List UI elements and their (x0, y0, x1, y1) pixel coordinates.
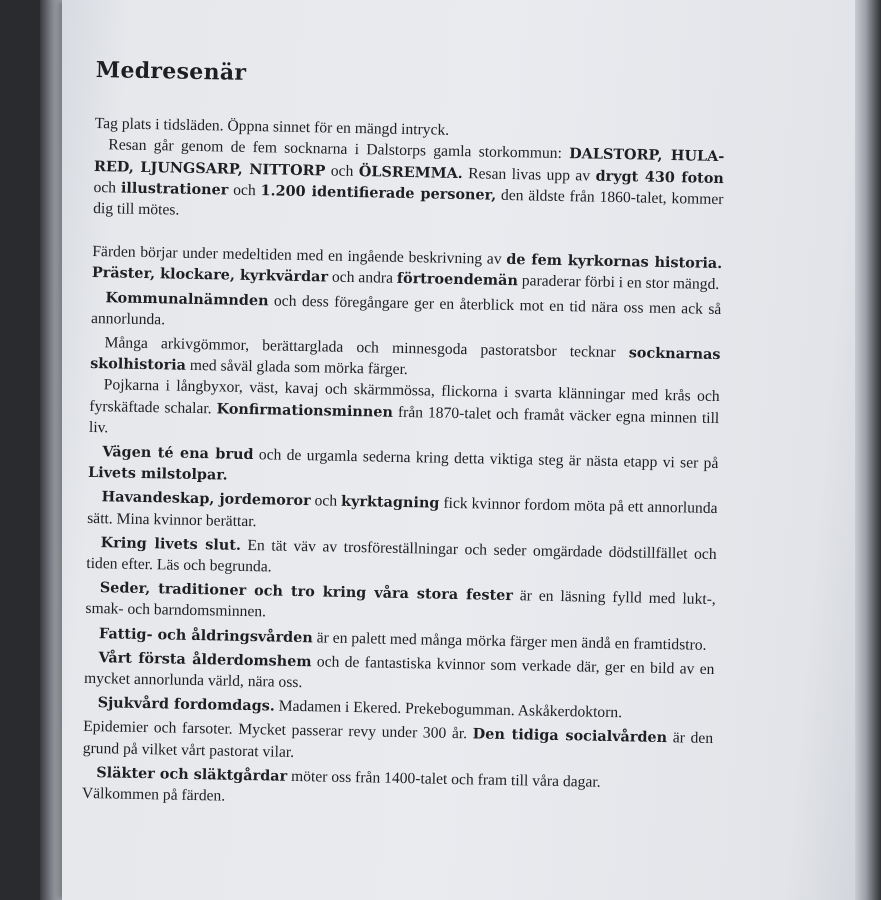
text-run: och (310, 492, 342, 511)
text-run: Välkommen på färden. (81, 784, 226, 805)
text-run: Tag plats i tidsläden. Öppna sinnet för en mängd intryck. (94, 115, 450, 139)
bold-text: Vägen té ena brud (102, 443, 254, 464)
bold-text: ÖLSREMMA. (358, 162, 463, 182)
book-edge (855, 0, 881, 900)
bold-text: illustrationer (120, 179, 229, 199)
page-title: Medresenär (95, 57, 247, 86)
bold-text: Fattig- och åldringsvården (98, 624, 313, 646)
bold-text: Släkter och släktgårdar (96, 764, 288, 785)
bold-text: de fem kyrkornas historia. Präster, klockare, kyrkvärdar (91, 251, 723, 286)
text-run: är den grund på vilket vårt pastorat vilar. (82, 729, 714, 761)
text-run: möter oss från 1400-talet och fram till våra dagar. (286, 767, 601, 791)
bold-text: Vårt första ålderdomshem (98, 649, 312, 671)
paragraph-p6 (89, 374, 720, 450)
bold-text: Konfirmationsminnen (216, 400, 394, 421)
bold-text: kyrktagning (340, 493, 440, 513)
text-run: är en palett med många mörka färger men ändå en framtidstro. (312, 628, 707, 654)
text-run: En tät väv av trosföreställningar och seder omgärdade dödstillfället och tiden efter. Läs och begrunda. (86, 536, 717, 576)
text-run: är en läsning fylld med lukt-, smak- och barndomsminnen. (85, 587, 716, 621)
bold-text: DALSTORP, HULA-RED, LJUNGSARP, NITTORP (93, 145, 725, 180)
text-run: den äldste från 1860-talet, kommer dig till mötes. (92, 186, 724, 219)
bold-text: Havandeskap, jordemoror (101, 488, 311, 510)
text-run: fick kvinnor fordom möta på ett annorlunda sätt. Mina kvinnor berättar. (87, 495, 718, 530)
text-run: Många arkivgömmor, berättarglada och minnesgoda pastoratsbor tecknar (104, 334, 629, 362)
bold-text: Kring livets slut. (100, 534, 242, 554)
text-run: och (93, 178, 122, 197)
bold-text: Livets milstolpar. (87, 464, 228, 484)
text-run: och (228, 181, 261, 199)
bold-text: 1.200 identifierade personer, (260, 181, 497, 204)
text-run: och de urgamla sederna kring detta viktiga steg är nästa etapp vi ser på (253, 446, 719, 473)
bold-text: Sjukvård fordomdags. (97, 694, 275, 715)
text-run: och andra (327, 268, 398, 288)
paragraph-p2 (93, 134, 725, 231)
text-run: och (325, 162, 359, 180)
cover-text (81, 57, 726, 816)
text-run: Epidemier och farsoter. Mycket passerar revy under 300 år. (83, 718, 473, 743)
bold-text: drygt 430 foton (595, 167, 725, 187)
body-text (82, 113, 725, 816)
text-run: Resan livas upp av (462, 164, 596, 185)
text-run: och de fantastiska kvinnor som verkade där, ger en bild av en mycket annorlunda värld, nära oss. (83, 653, 715, 692)
bold-text: Kommunalnämnden (105, 288, 269, 309)
text-run: och dess föregångare ger en återblick mot en tid nära oss men ack så annorlunda. (90, 291, 722, 329)
bold-text: Seder, traditioner och tro kring våra stora fester (99, 579, 514, 605)
text-run: Resan går genom de fem socknarna i Dalstorps gamla storkommun: (108, 136, 570, 163)
bold-text: förtroendemän (396, 270, 519, 290)
text-run: med såväl glada som mörka färger. (185, 357, 408, 379)
text-run: Pojkarna i långbyxor, väst, kavaj och skärmmössa, flickorna i svarta klänningar med krås och fyrskäftade schalar. (89, 376, 720, 418)
text-run: Färden börjar under medeltiden med en ingående beskrivning av (92, 243, 507, 269)
text-run: paraderar förbi i en stor mängd. (517, 272, 720, 294)
text-run: från 1870-talet och framåt väcker egna minnen till liv. (88, 403, 720, 437)
bold-text: socknarnas skolhistoria (90, 344, 721, 375)
text-run: Madamen i Ekered. Prekebogumman. Askåkerdoktorn. (274, 697, 623, 722)
bold-text: Den tidiga socialvården (472, 725, 668, 747)
